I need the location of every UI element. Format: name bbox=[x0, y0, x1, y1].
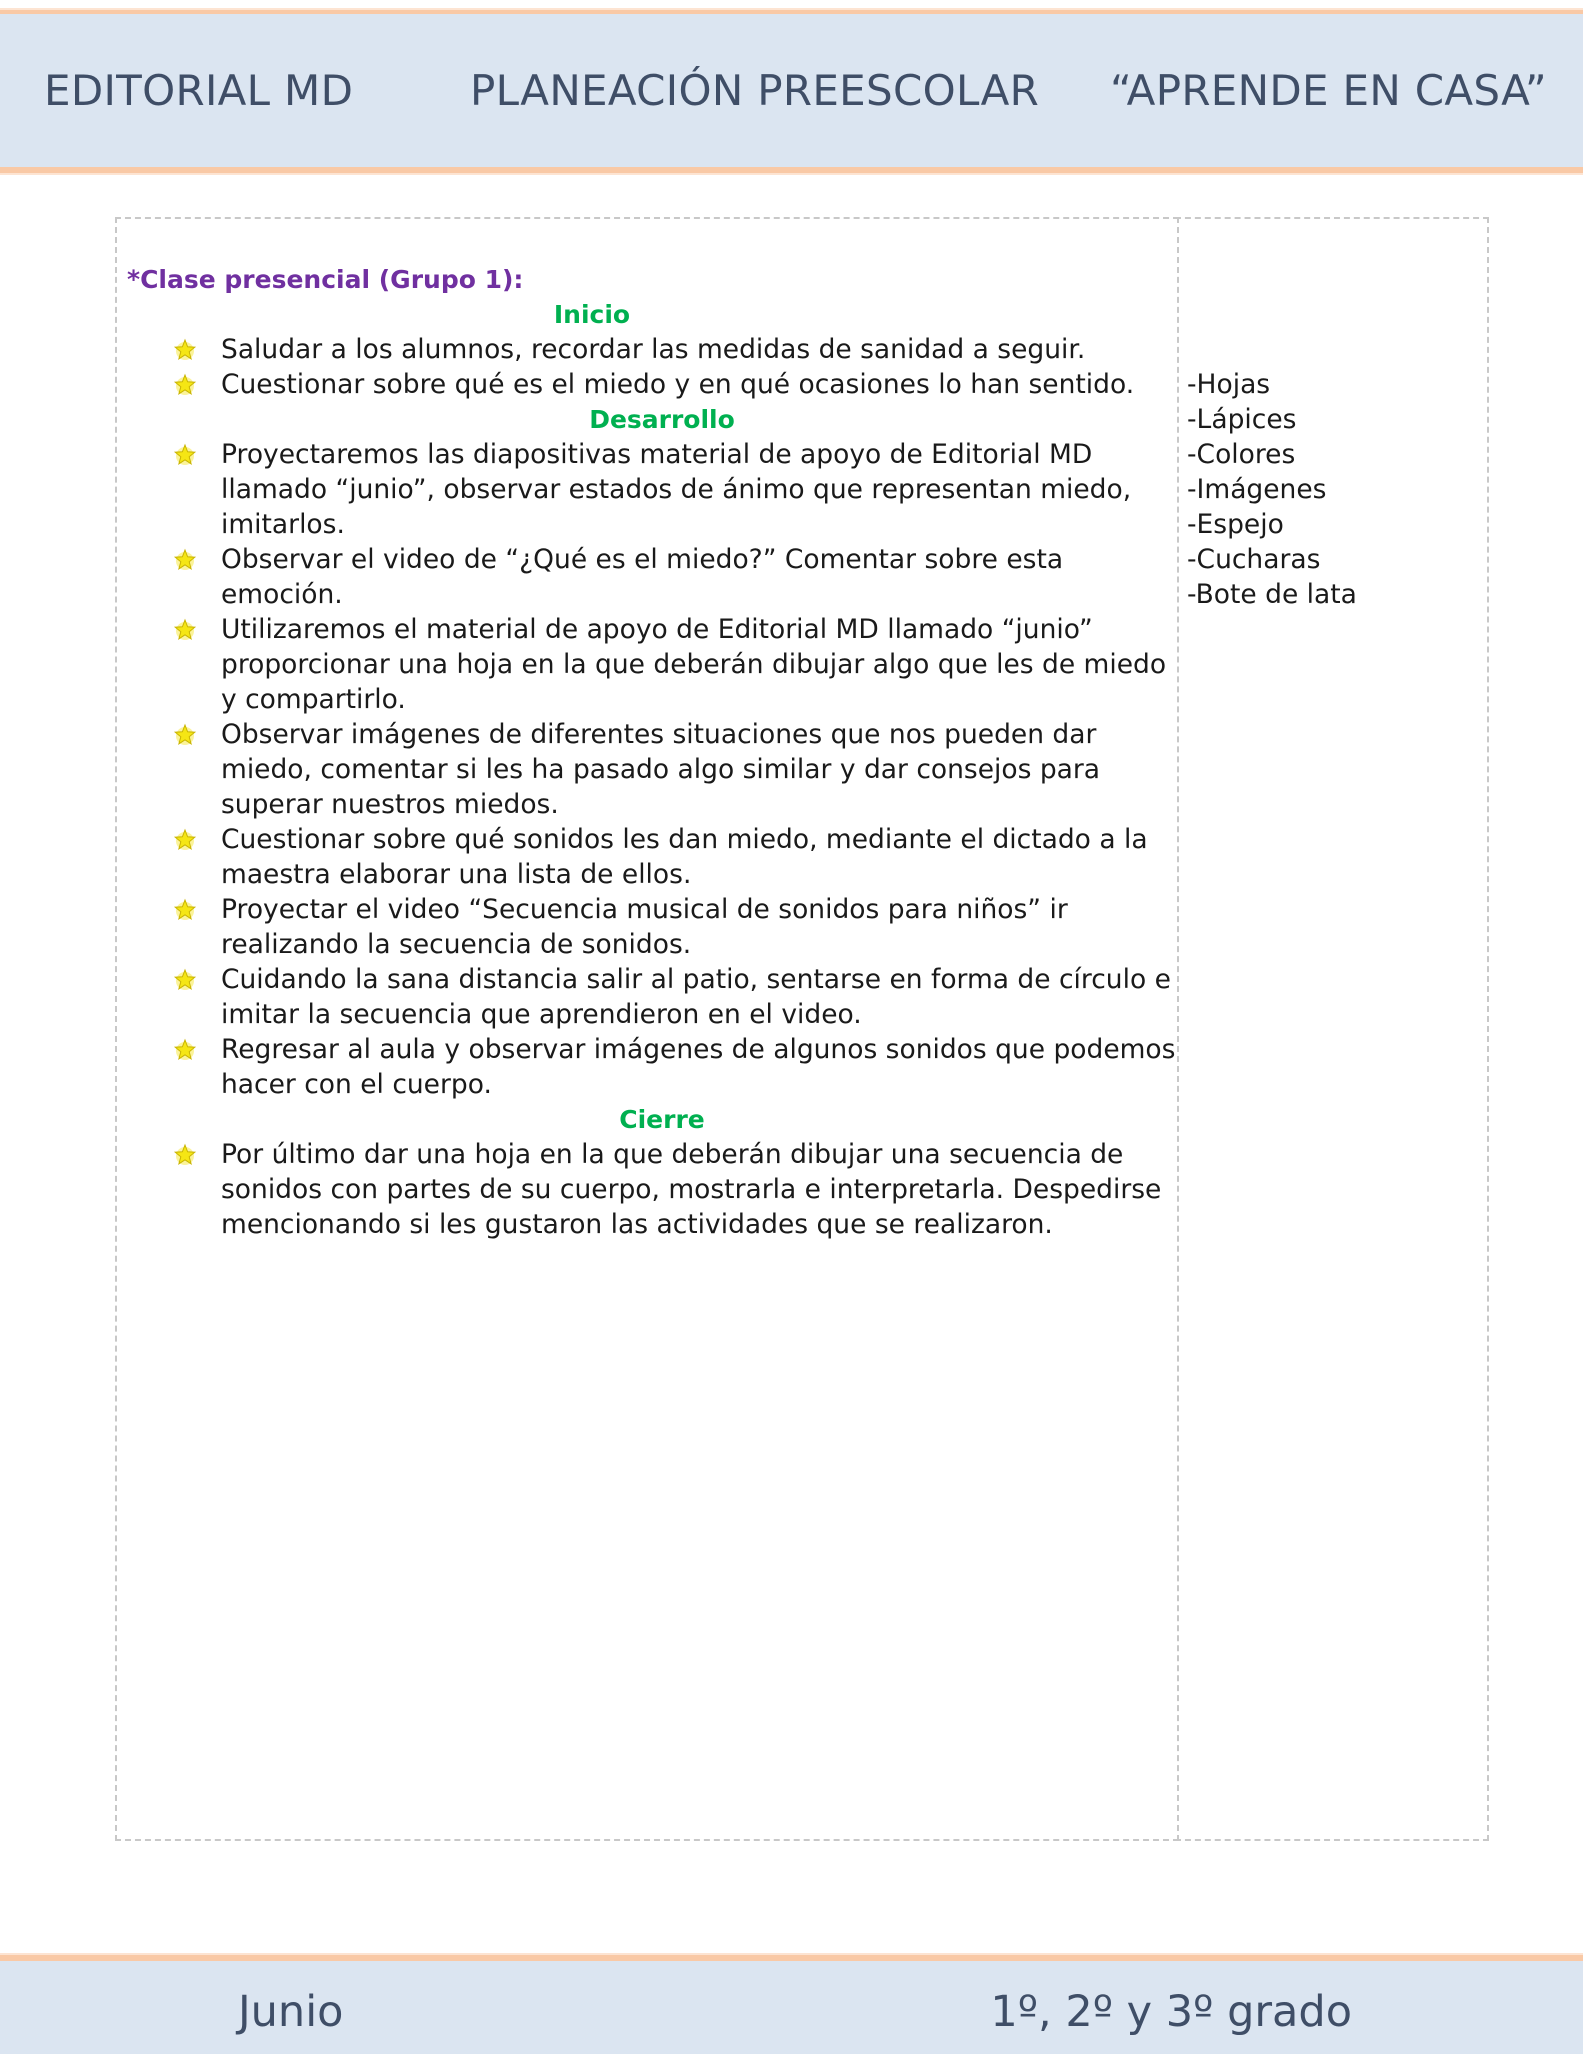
cierre-list bbox=[127, 1137, 1167, 1242]
list-item-text: Regresar al aula y observar imágenes de algunos sonidos que podemos hacer con el cuerpo. bbox=[221, 1034, 1176, 1100]
section-title-desarrollo: Desarrollo bbox=[589, 405, 735, 434]
list-item bbox=[127, 332, 1167, 367]
material-item: -Hojas bbox=[1187, 369, 1271, 400]
star-icon bbox=[172, 967, 198, 993]
list-item bbox=[127, 367, 1167, 402]
page-header bbox=[0, 10, 1583, 173]
header-program: “APRENDE EN CASA” bbox=[1110, 66, 1547, 115]
page-footer bbox=[0, 1955, 1583, 2054]
list-item bbox=[127, 962, 1171, 1032]
star-icon bbox=[172, 617, 198, 643]
star-icon bbox=[172, 1037, 198, 1063]
group-title: *Clase presencial (Grupo 1): bbox=[127, 265, 524, 294]
list-item bbox=[127, 612, 1167, 717]
list-item-text: Observar imágenes de diferentes situaciones que nos pueden dar miedo, comentar si les ha pasado algo similar y dar consejos para superar nuestros miedos. bbox=[221, 719, 1101, 820]
section-title-inicio: Inicio bbox=[553, 300, 631, 329]
star-icon bbox=[172, 372, 198, 398]
list-item bbox=[127, 542, 1167, 612]
material-item: -Espejo bbox=[1187, 509, 1284, 540]
footer-grades: 1º, 2º y 3º grado bbox=[990, 1987, 1352, 2037]
star-icon bbox=[172, 827, 198, 853]
activities-column bbox=[127, 262, 1176, 1242]
footer-month: Junio bbox=[238, 1987, 344, 2037]
star-icon bbox=[172, 337, 198, 363]
star-icon bbox=[172, 897, 198, 923]
material-item: -Colores bbox=[1187, 439, 1296, 470]
list-item-text: Saludar a los alumnos, recordar las medidas de sanidad a seguir. bbox=[221, 334, 1086, 365]
materials-list bbox=[1187, 367, 1477, 612]
list-item-text: Cuidando la sana distancia salir al patio, sentarse en forma de círculo e imitar la secuencia que aprendieron en el video. bbox=[221, 964, 1171, 1030]
list-item-text: Proyectar el video “Secuencia musical de sonidos para niños” ir realizando la secuencia de sonidos. bbox=[221, 894, 1068, 960]
star-icon bbox=[172, 547, 198, 573]
desarrollo-list bbox=[127, 437, 1176, 1102]
material-item: -Lápices bbox=[1187, 404, 1297, 435]
inicio-list bbox=[127, 332, 1167, 402]
list-item-text: Utilizaremos el material de apoyo de Editorial MD llamado “junio” proporcionar una hoja en la que deberán dibujar algo que les de miedo y compartirlo. bbox=[221, 614, 1167, 715]
list-item-text: Cuestionar sobre qué es el miedo y en qué ocasiones lo han sentido. bbox=[221, 369, 1135, 400]
material-item: -Imágenes bbox=[1187, 474, 1327, 505]
list-item bbox=[127, 822, 1167, 892]
material-item: -Cucharas bbox=[1187, 544, 1321, 575]
list-item-text: Proyectaremos las diapositivas material de apoyo de Editorial MD llamado “junio”, observar estados de ánimo que representan miedo, imitarlos. bbox=[221, 439, 1132, 540]
list-item-text: Cuestionar sobre qué sonidos les dan miedo, mediante el dictado a la maestra elaborar una lista de ellos. bbox=[221, 824, 1148, 890]
header-publisher: EDITORIAL MD bbox=[44, 66, 354, 115]
section-title-cierre: Cierre bbox=[619, 1105, 705, 1134]
list-item bbox=[127, 1137, 1167, 1242]
star-icon bbox=[172, 1142, 198, 1168]
header-title: PLANEACIÓN PREESCOLAR bbox=[470, 66, 1040, 115]
list-item-text: Observar el video de “¿Qué es el miedo?” Comentar sobre esta emoción. bbox=[221, 544, 1064, 610]
list-item bbox=[127, 892, 1167, 962]
material-item: -Bote de lata bbox=[1187, 579, 1357, 610]
list-item bbox=[127, 437, 1167, 542]
star-icon bbox=[172, 442, 198, 468]
list-item bbox=[127, 1032, 1176, 1102]
list-item-text: Por último dar una hoja en la que deberán dibujar una secuencia de sonidos con partes de su cuerpo, mostrarla e interpretarla. Despedirse mencionando si les gustaron las actividades que se realizaron. bbox=[221, 1139, 1162, 1240]
list-item bbox=[127, 717, 1167, 822]
star-icon bbox=[172, 722, 198, 748]
